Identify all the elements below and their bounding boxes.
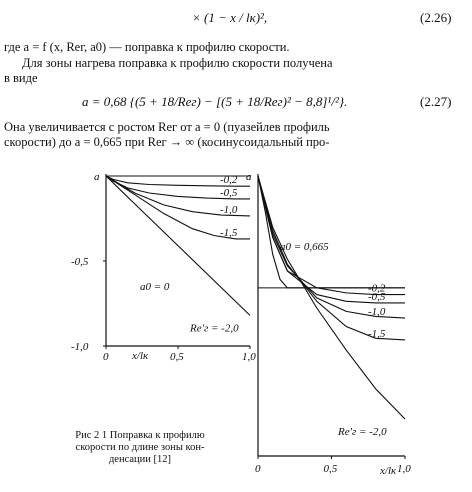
- series-label: Re'г = -2,0: [338, 426, 387, 439]
- series-label: -1,5: [220, 226, 238, 239]
- series-label: -0,5: [368, 290, 386, 303]
- series-line: [258, 176, 405, 288]
- series-label: -0,2: [368, 282, 386, 295]
- chart-left: [71, 171, 256, 363]
- text-line-4: Она увеличивается с ростом Reг от a = 0 (пуазейлев профиль: [4, 120, 330, 134]
- series-line: [258, 176, 405, 295]
- series-label: Re'г = -2,0: [190, 322, 239, 335]
- annotation-a0: a0 = 0: [140, 281, 170, 293]
- equation-2-26: × (1 − x / lк)²,: [192, 10, 268, 25]
- x-tick-label: 1,0: [397, 463, 411, 475]
- text-line-1: где a = f (x, Reг, a0) — поправка к профилю скорости.: [4, 40, 290, 54]
- equation-number-2-26: (2.26): [420, 10, 452, 25]
- y-tick-label: -1,0: [71, 341, 89, 353]
- text-line-3: в виде: [4, 71, 38, 85]
- annotation-a0: a0 = 0,665: [280, 241, 329, 253]
- x-tick-label: 1,0: [242, 351, 256, 363]
- series-label: -1,0: [220, 203, 238, 216]
- x-axis-label: x/lк: [380, 465, 397, 477]
- x-tick-label: 0,5: [323, 463, 338, 475]
- y-axis-label: a: [94, 171, 100, 183]
- x-tick-label: 0: [255, 463, 261, 475]
- text-line-5: скорости) до a = 0,665 при Reг → ∞ (косинусоидальный про-: [4, 135, 330, 149]
- caption-line-1: Рис 2 1 Поправка к профилю: [75, 430, 205, 441]
- series-label: -1,5: [368, 327, 386, 340]
- y-axis-label: a: [246, 171, 252, 183]
- text-line-2: Для зоны нагрева поправка к профилю скорости получена: [22, 56, 333, 70]
- x-axis-label: x/lк: [132, 350, 149, 362]
- equation-number-2-27: (2.27): [420, 94, 452, 109]
- caption-line-3: денсации [12]: [108, 454, 172, 465]
- y-tick-label: -0,5: [71, 256, 89, 268]
- series-label: -0,2: [220, 174, 238, 187]
- x-tick-label: 0,5: [170, 351, 184, 363]
- equation-2-27: a = 0,68 {(5 + 18/Reг) − [(5 + 18/Reг)² − 8,8]¹/²}.: [82, 94, 348, 109]
- caption-line-2: скорости по длине зоны кон-: [75, 442, 205, 453]
- series-label: -1,0: [368, 306, 386, 319]
- figure-caption: [40, 430, 240, 466]
- x-tick-label: 0: [103, 351, 109, 363]
- series-label: -0,5: [220, 186, 238, 199]
- chart-right: [246, 171, 411, 477]
